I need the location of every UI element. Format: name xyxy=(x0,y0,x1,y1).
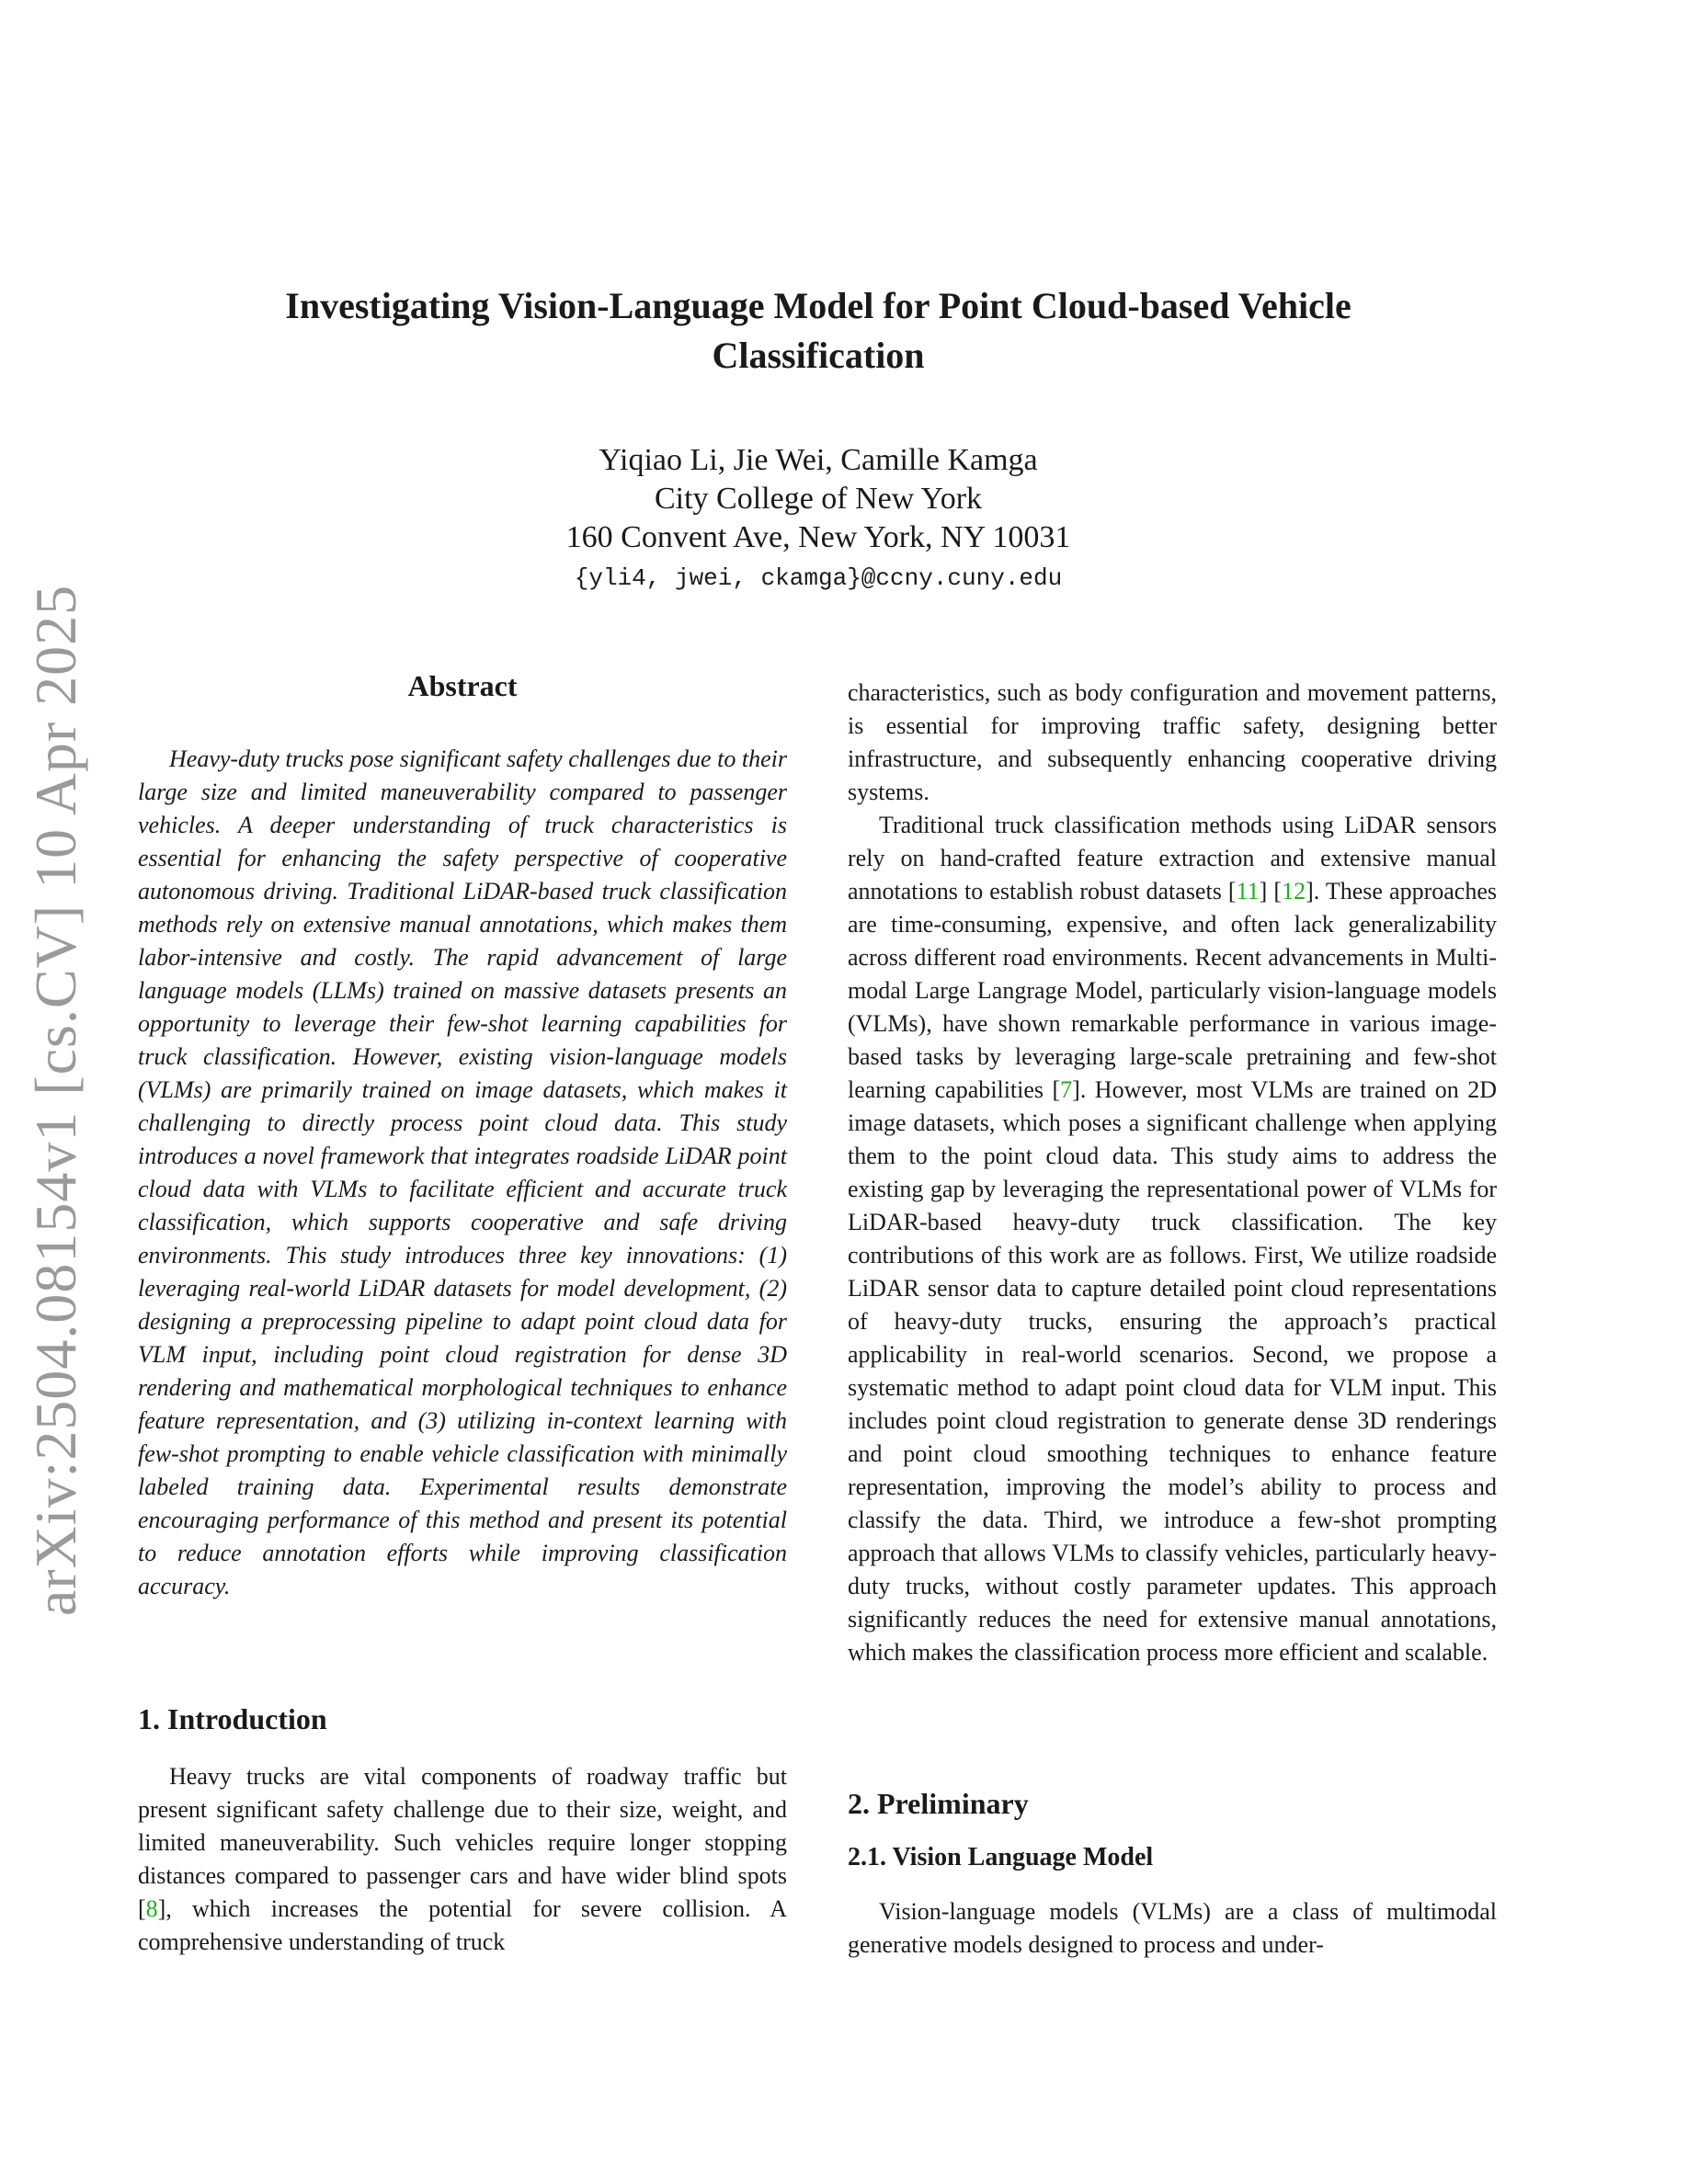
author-institution: City College of New York xyxy=(654,482,983,516)
author-names: Yiqiao Li, Jie Wei, Camille Kamga xyxy=(599,443,1038,477)
text-span: ]. These approaches are time-consuming, expensive, and often lack generalizability across different road environments. Recent advancements in Multi-modal Large Langrage Model, particularly vision-language models (VLMs), have shown remarkable performance in various image-based tasks by leveraging large-scale pretraining and few-shot learning capabilities [ xyxy=(848,878,1497,1103)
text-span: ], which increases the potential for severe collision. A comprehensive understanding of truck xyxy=(138,1895,787,1955)
citation-link[interactable]: 12 xyxy=(1282,878,1306,904)
author-email: {yli4, jwei, ckamga}@ccny.cuny.edu xyxy=(574,564,1063,592)
introduction-heading: 1. Introduction xyxy=(138,1702,327,1735)
intro-paragraph-2 xyxy=(848,809,1497,1669)
text-span: Traditional truck classification methods using LiDAR sensors rely on hand-crafted feature extraction and extensive manual annotations to establish robust datasets [ xyxy=(848,812,1497,904)
vlm-paragraph: Vision-language models (VLMs) are a class of multimodal generative models designed to process and under- xyxy=(848,1898,1497,1958)
paper-title: Investigating Vision-Language Model for Point Cloud-based Vehicle Classification xyxy=(285,285,1352,376)
citation-link[interactable]: 8 xyxy=(145,1895,158,1922)
intro-continued-paragraph: characteristics, such as body configuration and movement patterns, is essential for improving traffic safety, designing better infrastructure, and subsequently enhancing cooperative driving systems. xyxy=(848,679,1497,805)
preliminary-heading: 2. Preliminary xyxy=(848,1787,1029,1820)
citation-link[interactable]: 11 xyxy=(1236,878,1260,904)
citation-link[interactable]: 7 xyxy=(1060,1076,1073,1103)
author-address: 160 Convent Ave, New York, NY 10031 xyxy=(565,520,1071,554)
author-block xyxy=(395,441,1241,557)
abstract-text: Heavy-duty trucks pose significant safety challenges due to their large size and limited maneuverability compared to passenger vehicles. A deeper understanding of truck characteristics is essential for enhancing the safety perspective of cooperative autonomous driving. Traditional LiDAR-based truck classification methods rely on extensive manual annotations, which makes them labor-intensive and costly. The rapid advancement of large language models (LLMs) trained on massive datasets presents an opportunity to leverage their few-shot learning capabilities for truck classification. However, existing vision-language models (VLMs) are primarily trained on image datasets, which makes it challenging to directly process point cloud data. This study introduces a novel framework that integrates roadside LiDAR point cloud data with VLMs to facilitate efficient and accurate truck classification, which supports cooperative and safe driving environments. This study introduces three key innovations: (1) leveraging real-world LiDAR datasets for model development, (2) designing a preprocessing pipeline to adapt point cloud data for VLM input, including point cloud registration for dense 3D rendering and mathematical morphological techniques to enhance feature representation, and (3) utilizing in-context learning with few-shot prompting to enable vehicle classification with minimally labeled training data. Experimental results demonstrate encouraging performance of this method and present its potential to reduce annotation efforts while improving classification accuracy. xyxy=(138,745,787,1599)
text-span: ]. However, most VLMs are trained on 2D image datasets, which poses a significant challenge when applying them to the point cloud data. This study aims to address the existing gap by leveraging the representational power of VLMs for LiDAR-based heavy-duty truck classification. The key contributions of this work are as follows. First, We utilize roadside LiDAR sensor data to capture detailed point cloud representations of heavy-duty trucks, ensuring the approach’s practical applicability in real-world scenarios. Second, we propose a systematic method to adapt point cloud data for VLM input. This includes point cloud registration to generate dense 3D renderings and point cloud smoothing techniques to enhance feature representation, improving the model’s ability to process and classify the data. Third, we introduce a few-shot prompting approach that allows VLMs to classify vehicles, particularly heavy-duty trucks, without costly parameter updates. This approach significantly reduces the need for extensive manual annotations, which makes the classification process more efficient and scalable. xyxy=(848,1076,1497,1666)
abstract-heading: Abstract xyxy=(407,669,518,702)
arxiv-stamp: arXiv:2504.08154v1 [cs.CV] 10 Apr 2025 xyxy=(23,584,88,1617)
text-span: Heavy trucks are vital components of roadway traffic but present significant safety challenge due to their size, weight, and limited maneuverability. Such vehicles require longer stopping distances compared to passenger cars and have wider blind spots [ xyxy=(138,1763,787,1922)
introduction-paragraph xyxy=(138,1760,787,1959)
text-span: ] [ xyxy=(1259,878,1283,904)
vlm-subheading: 2.1. Vision Language Model xyxy=(848,1843,1154,1871)
